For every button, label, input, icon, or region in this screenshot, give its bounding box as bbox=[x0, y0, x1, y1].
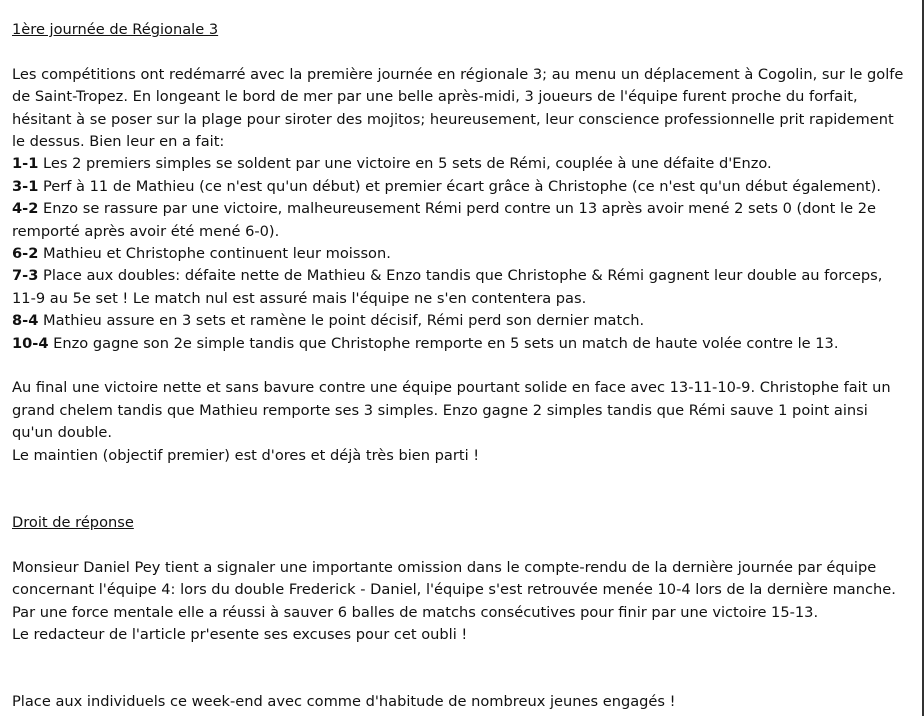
score-label: 8-4 bbox=[12, 312, 39, 330]
section-title-droit-de-reponse: Droit de réponse bbox=[12, 513, 134, 531]
result-text: Perf à 11 de Mathieu (ce n'est qu'un début) et premier écart grâce à Christophe (ce n'est qu'un début également). bbox=[38, 177, 881, 195]
response-paragraph: Monsieur Daniel Pey tient a signaler une importante omission dans le compte-rendu de la dernière journée par équipe concernant l'équipe 4: lors du double Frederick - Daniel, l'équipe s'est retrouvée menée 10-4 lors de la dernière manche. Par une force mentale elle a réussi à sauver 6 balles de matchs consécutives pour finir par une victoire 15-13. bbox=[12, 558, 896, 621]
section-title-regionale: 1ère journée de Régionale 3 bbox=[12, 21, 219, 38]
score-label: 1-1 bbox=[12, 155, 39, 173]
result-line bbox=[12, 310, 908, 332]
footer-line: Place aux individuels ce week-end avec comme d'habitude de nombreux jeunes engagés ! bbox=[12, 693, 676, 711]
result-text: Enzo gagne son 2e simple tandis que Christophe remporte en 5 sets un match de haute volée contre le 13. bbox=[48, 334, 839, 352]
intro-paragraph: Les compétitions ont redémarré avec la première journée en régionale 3; au menu un déplacement à Cogolin, sur le golfe de Saint-Tropez. En longeant le bord de mer par une belle après-midi, 3 joueurs de l'équipe furent proche du forfait, hésitant à se poser sur la plage pour siroter des mojitos; heureusement, leur conscience professionnelle prit rapidement le dessus. Bien leur en a fait: bbox=[12, 65, 904, 151]
result-text: Mathieu assure en 3 sets et ramène le point décisif, Rémi perd son dernier match. bbox=[38, 312, 645, 330]
result-line bbox=[12, 153, 908, 175]
result-line bbox=[12, 198, 908, 243]
result-text: Les 2 premiers simples se soldent par une victoire en 5 sets de Rémi, couplée à une défaite d'Enzo. bbox=[38, 155, 772, 173]
score-label: 3-1 bbox=[12, 177, 39, 195]
score-label: 6-2 bbox=[12, 245, 39, 263]
result-text: Mathieu et Christophe continuent leur moisson. bbox=[38, 245, 391, 263]
result-line bbox=[12, 243, 908, 265]
score-label: 7-3 bbox=[12, 267, 39, 285]
result-line bbox=[12, 176, 908, 198]
score-label: 10-4 bbox=[12, 334, 49, 352]
result-line bbox=[12, 333, 908, 355]
result-text: Enzo se rassure par une victoire, malheureusement Rémi perd contre un 13 après avoir mené 2 sets 0 (dont le 2e remporté après avoir été mené 6-0). bbox=[12, 200, 876, 240]
result-text: Place aux doubles: défaite nette de Mathieu & Enzo tandis que Christophe & Rémi gagnent leur double au forceps, 11-9 au 5e set ! Le match nul est assuré mais l'équipe ne s'en contentera pas. bbox=[12, 267, 883, 307]
apology-line: Le redacteur de l'article pr'esente ses excuses pour cet oubli ! bbox=[12, 625, 468, 643]
result-line bbox=[12, 265, 908, 310]
conclusion-line: Le maintien (objectif premier) est d'ores et déjà très bien parti ! bbox=[12, 446, 480, 464]
summary-paragraph: Au final une victoire nette et sans bavure contre une équipe pourtant solide en face avec 13-11-10-9. Christophe fait un grand chelem tandis que Mathieu remporte ses 3 simples. Enzo gagne 2 simples tandis que Rémi sauve 1 point ainsi qu'un double. bbox=[12, 379, 891, 442]
score-label: 4-2 bbox=[12, 200, 39, 218]
